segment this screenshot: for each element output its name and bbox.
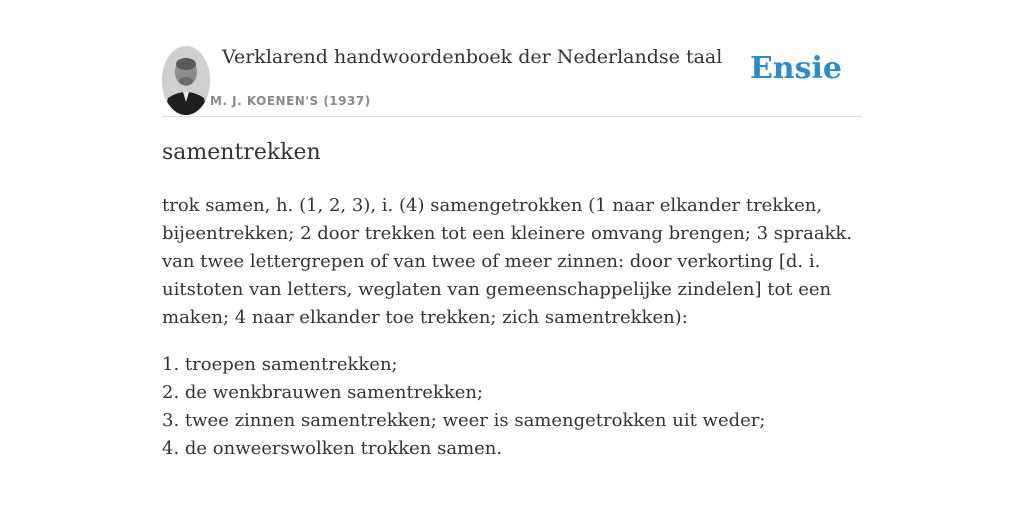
ensie-logo-link[interactable]: Ensie <box>749 51 842 86</box>
dictionary-title-link[interactable]: Verklarend handwoordenboek der Nederlandse taal <box>222 46 723 68</box>
dictionary-subtitle: M. J. KOENEN'S (1937) <box>210 94 371 108</box>
entry-headword: samentrekken <box>162 140 321 165</box>
example-list <box>162 351 862 463</box>
page-content <box>162 0 862 459</box>
example-item-2: 2. de wenkbrauwen samentrekken; <box>162 382 484 403</box>
example-item-4: 4. de onweerswolken trokken samen. <box>162 438 503 459</box>
example-item-1: 1. troepen samentrekken; <box>162 354 398 375</box>
entry-definition: trok samen, h. (1, 2, 3), i. (4) samengetrokken (1 naar elkander trekken, bijeentrekken; 2 door trekken tot een kleinere omvang brengen; 3 spraakk. van twee lettergrepen of van twee of meer zinnen: door verkorting [d. i. uitstoten van letters, weglaten van gemeenschappelijke zindelen] tot een maken; 4 naar elkander toe trekken; zich samentrekken): <box>162 195 853 328</box>
author-portrait-icon <box>162 46 210 115</box>
example-item-3: 3. twee zinnen samentrekken; weer is samengetrokken uit weder; <box>162 410 766 431</box>
site-header <box>162 0 862 117</box>
